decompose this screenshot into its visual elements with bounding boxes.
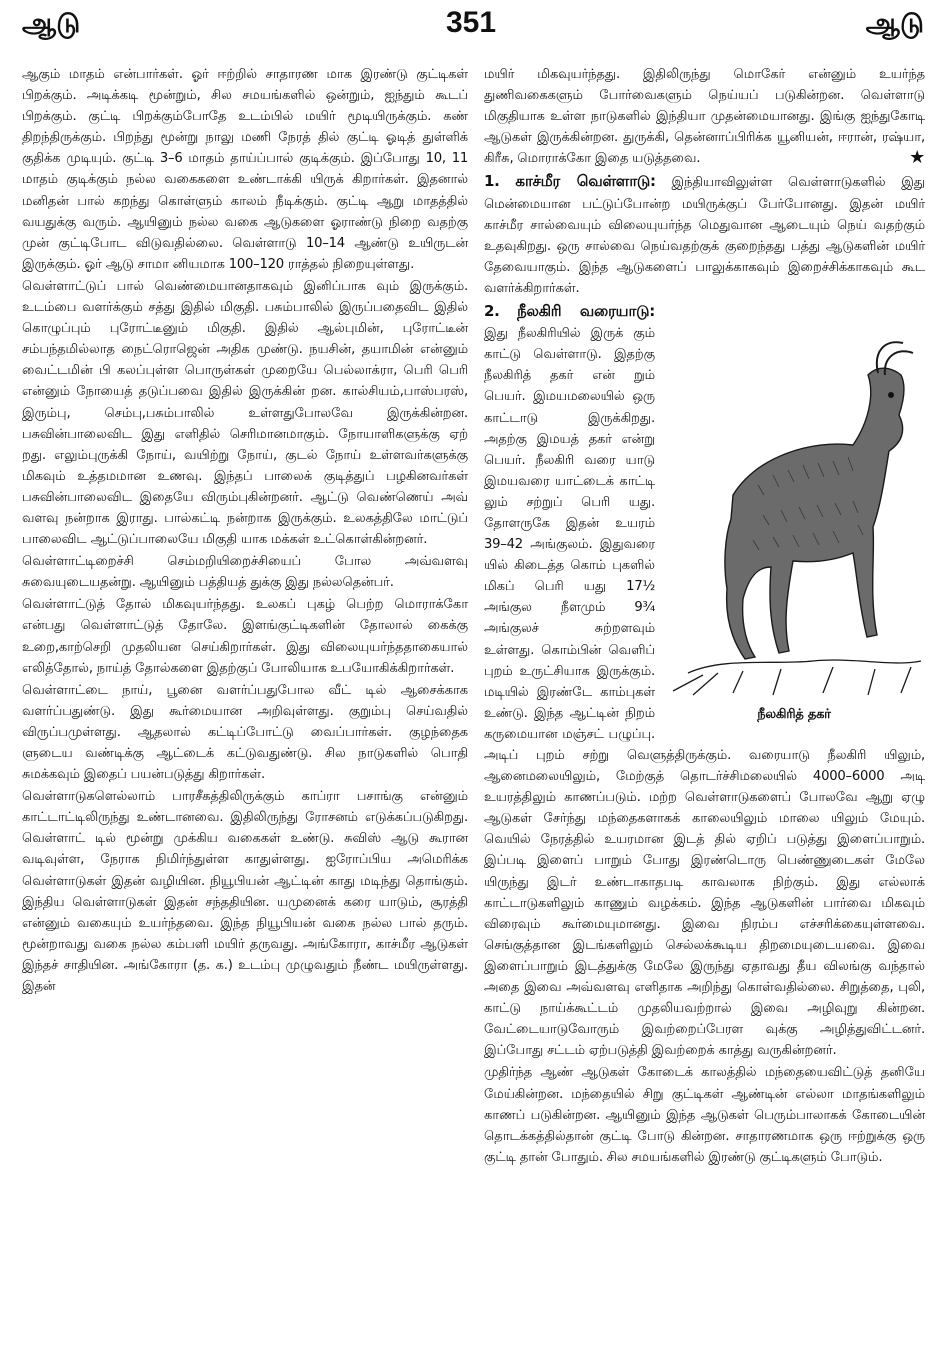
section-kashmir-goat — [484, 171, 925, 299]
page-header — [0, 6, 942, 46]
section-text: இது நீலகிரியில் இருக் கும் காட்டு வெள்ளாடு. இதற்கு நீலகிரித் தகர் என் றும் பெயர். இமயமலையில் ஒரு காட்டாடு இருக்கிறது. அதற்கு இமயத் தகர் என்று பெயர். நீலகிரி வரை யாடு இமயவரை யாட்டைக் காட்டி லும் சற்றுப் பெரி யது. தோளருகே இதன் உயரம் 39–42 அங்குலம். இதுவரை யில் கிடைத்த கொம் புகளில் மிகப் பெரி யது 17½ அங்குல நீளமும் 9¾ அங்குலச் சுற்றளவும் உள்ளது. கொம்பின் வெளிப் புறம் உருட்சியாக இருக்கும். மடியில் இரண்டே காம்புகள் உண்டு. இந்த ஆட்டின் நிறம் கருமையான மஞ்சட் பழுப்பு. அடிப் புறம் சற்று வெளுத்திருக்கும். வரையாடு நீலகிரி யிலும், ஆனைமலையிலும், மேற்குத் தொடர்ச்சிமலையில் 4000–6000 அடி உயரத்திலும் காணப்படும். மற்ற வெள்ளாடுகளைப் போலவே ஆறு ஏழு ஆடுகள் சேர்ந்து மந்தைகளாகக் காலையிலும் மாலை யிலும் மேயும். வெயில் நேரத்தில் உயரமான இடத் தில் ஏறிப் படுத்து இளைப்பாறும். இப்படி இளைப் பாறும் போது இரண்டொரு பெண்ணுடைகள் மேலே யிருந்து இடர் உண்டாகாதபடி காவலாக நிற்கும். இது எல்லாக் காட்டாடுகளிலும் காணும் வழக்கம். இந்த ஆடுகளின் பார்வை மிகவும் விரைவும் கூர்மையுமானது. இவை நிரம்ப எச்சரிக்கையுள்ளவை. செங்குத்தான இடங்களிலும் செல்லக்கூடிய திறமையுடையவை. இவை இளைப்பாறும் இடத்துக்கு மேலே இருந்து ஏதாவது தீய விலங்கு வந்தால் அதை இவை அவ்வளவு எளிதாக அறிந்து கொள்வதில்லை. சிறுத்தை, புலி, காட்டு நாய்க்கூட்டம் முதலியவற்றால் இவை அழிவுறு கின்றன. வேட்டையாடுவோரும் இவற்றைப்பேரள வுக்கு அழித்துவிட்டனர். இப்போது சட்டம் ஏற்படுத்தி இவற்றைக் காத்து வருகின்றனர். — [484, 326, 925, 1059]
intro-text: மயிர் மிகவுயர்ந்தது. இதிலிருந்து மொகேர் என்னும் உயர்ந்த துணிவகைகளும் போர்வைகளும் நெய்யப் படுகின்றன. வெள்ளாடு மிகுதியாக உள்ள நாடுகளில் இந்தியா முதன்மையானது. இங்கு ஐந்துகோடி ஆடுகள் இருக்கின்றன. துருக்கி, தென்னாப்பிரிக்க யூனியன், ஈரான், ரஷ்யா, கிரீசு, மொராக்கோ இதை யடுத்தவை. — [484, 67, 925, 167]
nilgiri-tahr-figure — [663, 305, 925, 725]
paragraph: வெள்ளாட்டுப் பால் வெண்மையானதாகவும் இனிப்பாக வும் இருக்கும். உடம்பை வளர்க்கும் சத்து இதில் மிகுதி. பசும்பாலில் இருப்பதைவிட இதில் கொழுப்பும் புரோட்டீனும் மிகுதி. இதில் ஆல்புமின், புரோட்டீன் சம்பந்தமில்லாத நைட்ரொஜென் அதிக முண்டு. நயசின், தயாமின் என்னும் வைட்டமின் பி கலப்புள்ள பொருள்கள் முறையே பெல்லாக்ரா, பெரி பெரி என்னும் நோயைத் தடுப்பவை இதில் இருக்கின் றன. கால்சியம்,பாஸ்பரஸ், இரும்பு, செம்பு,பசும்பாலில் உள்ளதுபோலவே இருக்கின்றன. பசுவின்பாலைவிட இது எளிதில் செரிமானமாகும். நோயாளிகளுக்கு ஏற் றது. எலும்புருக்கி நோய், வயிற்று நோய், குடல் நோய் உள்ளவர்களுக்கு மிகவும் உத்தமமான உணவு. இந்தப் பாலைக் குடித்துப் பழகினவர்கள் பசுவின்பாலைவிட இதையே விரும்புகின்றனர். ஆட்டு வெண்ணெய் அவ் வளவு நன்றாக இராது. பால்கட்டி நன்றாக இருக்கும். உலகத்திலே மாட்டுப் பாலைவிட ஆட்டுப்பாலையே மிகுதி யாக மக்கள் உட்கொள்கின்றனர். — [22, 278, 468, 548]
figure-caption: நீலகிரித் தகர் — [757, 706, 831, 722]
paragraph: வெள்ளாட்டிறைச்சி செம்மறியிறைச்சியைப் போல அவ்வளவு சுவையுடையதன்று. ஆயினும் பத்தியத் துக்கு இது நல்லதென்பர். — [22, 554, 468, 591]
intro-paragraph — [484, 64, 925, 169]
paragraph: வெள்ளாட்டை நாய், பூனை வளர்ப்பதுபோல வீட் டில் ஆசைக்காக வளர்ப்பதுண்டு. இது கூர்மையான அறிவுள்ளது. குறும்பு செய்வதில் விருப்பமுள்ளது. ஆதலால் கட்டிப்போட்டு வைப்பார்கள். குழந்தைக ளுடைய வண்டிக்கு ஆட்டைக் கட்டுவதுண்டு. சில நாடுகளில் பொதி சுமக்கவும் இதைப் பயன்படுத்து கிறார்கள். — [22, 682, 468, 783]
left-column — [22, 64, 468, 998]
section-number: 2. — [484, 302, 500, 321]
paragraph: வெள்ளாடுகளெல்லாம் பாரசீகத்திலிருக்கும் காப்ரா பசாங்கு என்னும் காட்டாட்டிலிருந்து உண்டானவை. இதிலிருந்து ரோசனம் எடுக்கப்படுகிறது. வெள்ளாட் டில் மூன்று முக்கிய வகைகள் உண்டு. சுவிஸ் ஆடு கூரான வடிவுள்ள, நேராக நிமிர்ந்துள்ள காதுள்ளது. ஐரோப்பிய அமெரிக்க வெள்ளாடுகள் இதன் வழியின. நியூபியன் ஆட்டின் காது மடிந்து தொங்கும். இந்திய வெள்ளாடுகள் இதன் சந்ததியின. யமுனைக் கரை யாடும், சூரத்தி என்னும் வகையும் உயர்ந்தவை. இந்த நியூபியன் வகை நல்ல பால் தரும். மூன்றாவது வகை நல்ல கம்பளி மயிர் தருவது. அங்கோரா, காச்மீர ஆடுகள் இந்தச் சாதியின. அங்கோரா (த. க.) உடம்பு முழுவதும் நீண்ட மயிருள்ளது. இதன் — [22, 789, 468, 995]
section-nilgiri-tahr — [484, 301, 925, 1061]
section-number: 1. — [484, 172, 500, 191]
star-icon: ★ — [909, 147, 925, 169]
page-number: 351 — [445, 6, 497, 39]
section-title: காச்மீர வெள்ளாடு: — [515, 172, 656, 191]
section-title: நீலகிரி வரையாடு: — [517, 302, 655, 321]
paragraph: வெள்ளாட்டுத் தோல் மிகவுயர்ந்தது. உலகப் புகழ் பெற்ற மொராக்கோ என்பது வெள்ளாட்டுத் தோலே. இளங்குட்டிகளின் தோலால் கைக்கு உறை,காற்செறி முதலியன செய்கிறார்கள். இது விலையுயர்ந்ததாகையால் எலித்தோல், நாய்த் தோல்களை இதற்குப் போலியாக உபயோகிக்கிறார்கள். — [22, 597, 468, 676]
section-text: இந்தியாவிலுள்ள வெள்ளாடுகளில் இது மென்மையான பட்டுப்போன்ற மயிருக்குப் பேர்போனது. இதன் மயிர் காச்மீர சால்வையும் விலையுயர்ந்த மெதுவான ஆடையும் நெய் வதற்கும் உதவுகிறது. ஒரு சால்வை நெய்வதற்குக் குறைந்தது பத்து ஆடுகளின் மயிர் தேவையாகும். இந்த ஆடுகளைப் பாலுக்காகவும் இறைச்சிக்காகவும் கூட வளர்க்கிறார்கள். — [484, 175, 925, 296]
eye-icon — [888, 392, 894, 398]
paragraph: ஆகும் மாதம் என்பார்கள். ஓர் ஈற்றில் சாதாரண மாக இரண்டு குட்டிகள் பிறக்கும். அடிக்கடி மூன்றும், சில சமயங்களில் ஒன்றும், ஐந்தும் கூடப் பிறக்கும். குட்டி பிறக்கும்போதே உடம்பில் மயிர் மூடியிருக்கும். கண் திறந்திருக்கும். பிறந்து மூன்று நாலு மணி நேரத் தில் குட்டி ஓடித் துள்ளிக் குதிக்க முடியும். குட்டி 3–6 மாதம் தாய்ப்பால் குடிக்கும். இப்போது 10, 11 மாதம் குடிக்கும் நல்ல வகைகளை உண்டாக்கி யிருக் கிறார்கள். இதனால் மனிதன் பால் கறந்து கொள்ளும் காலம் நீடிக்கும். குட்டி ஆறு மாதத்தில் வயதுக்கு வரும். ஆயினும் நல்ல வகை ஆடுகளை ஓராண்டு நிறை வதற்கு முன் குட்டிபோட விடுவதில்லை. வெள்ளாடு 10–14 ஆண்டு உயிருடன் இருக்கும். ஓர் ஆடு சாமா னியமாக 100–120 ராத்தல் நிறையுள்ளது. — [22, 67, 468, 272]
closing-paragraph: முதிர்ந்த ஆண் ஆடுகள் கோடைக் காலத்தில் மந்தையைவிட்டுத் தனியே மேய்கின்றன. மந்தையில் சிறு குட்டிகள் ஆண்டின் எல்லா மாதங்களிலும் காணப் படுகின்றன. ஆயினும் இந்த ஆடுகள் பெரும்பாலாகக் கோடையின் தொடக்கத்தில்தான் குட்டி போடு கின்றன. சாதாரணமாக ஒரு ஈற்றுக்கு ஒரு குட்டி தான் போதும். சில சமயங்களில் இரண்டு குட்டிகளும் போடும். — [484, 1065, 925, 1165]
header-right-title: ஆடு — [865, 8, 924, 39]
nilgiri-tahr-illustration — [663, 305, 925, 701]
header-left-title: ஆடு — [22, 8, 81, 39]
right-column — [484, 64, 925, 1169]
